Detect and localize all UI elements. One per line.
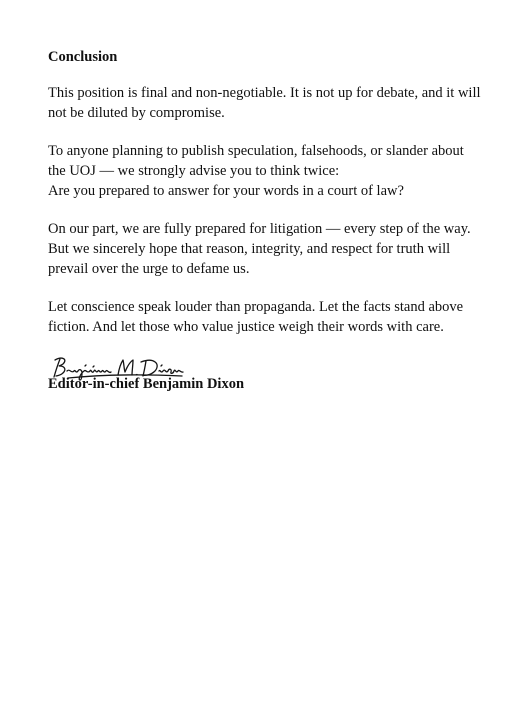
paragraph-line: the UOJ — we strongly advise you to think twice: <box>48 163 340 179</box>
paragraph-line: But we sincerely hope that reason, integrity, and respect for truth will <box>48 241 451 257</box>
paragraph-conscience <box>48 297 468 337</box>
paragraph-line: Let conscience speak louder than propaganda. Let the facts stand above <box>48 299 464 315</box>
signature-block <box>48 355 468 393</box>
paragraph-litigation <box>48 219 471 279</box>
paragraph-line: prevail over the urge to defame us. <box>48 261 250 277</box>
paragraph-line: not be diluted by compromise. <box>48 105 225 121</box>
paragraph-line: This position is final and non-negotiable. It is not up for debate, and it will <box>48 85 481 101</box>
paragraph-line: On our part, we are fully prepared for litigation — every step of the way. <box>48 221 471 237</box>
paragraph-line: Are you prepared to answer for your words in a court of law? <box>48 183 404 199</box>
signer-name: Editor-in-chief Benjamin Dixon <box>48 376 245 392</box>
section-heading: Conclusion <box>48 49 118 65</box>
document-content <box>48 47 481 393</box>
paragraph-warning <box>48 141 468 201</box>
paragraph-line: fiction. And let those who value justice weigh their words with care. <box>48 319 444 335</box>
paragraph-final-position <box>48 83 481 123</box>
paragraph-line: To anyone planning to publish speculation, falsehoods, or slander about <box>48 143 464 159</box>
